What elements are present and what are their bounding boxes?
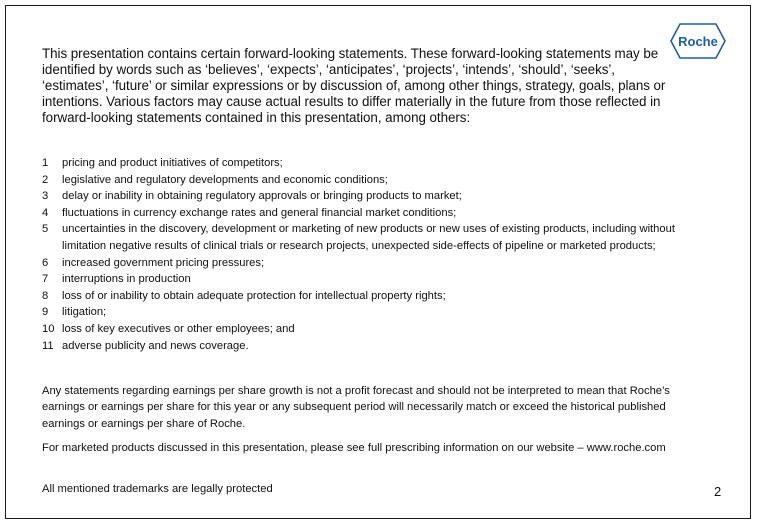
risk-item bbox=[42, 205, 692, 222]
risk-text: delay or inability in obtaining regulatory approvals or bringing products to market; bbox=[62, 190, 462, 203]
risk-item bbox=[42, 304, 692, 321]
risk-text: interruptions in production bbox=[62, 273, 191, 286]
risk-text: loss of key executives or other employees; and bbox=[62, 322, 295, 335]
trademark-notice: All mentioned trademarks are legally protected bbox=[42, 483, 273, 495]
svg-text:Roche: Roche bbox=[678, 34, 718, 49]
risk-item bbox=[42, 338, 692, 355]
risk-number: 10 bbox=[42, 322, 55, 335]
risk-text: litigation; bbox=[62, 306, 107, 319]
risk-number: 5 bbox=[42, 223, 49, 236]
risk-text: loss of or inability to obtain adequate protection for intellectual property rights; bbox=[62, 289, 446, 302]
risk-number: 2 bbox=[42, 173, 49, 186]
risk-text: increased government pricing pressures; bbox=[62, 256, 265, 269]
risk-text: uncertainties in the discovery, development or marketing of new products or new uses of existing products, including without limitation negative results of clinical trials or research projects, unexpected side-effects of pipeline or marketed products; bbox=[62, 223, 675, 252]
risk-item bbox=[42, 155, 692, 172]
risk-item bbox=[42, 255, 692, 272]
risk-number: 7 bbox=[42, 273, 49, 286]
risk-text: adverse publicity and news coverage. bbox=[62, 339, 249, 352]
risk-item bbox=[42, 288, 692, 305]
risk-factor-list bbox=[42, 155, 692, 354]
risk-number: 3 bbox=[42, 190, 49, 203]
risk-item bbox=[42, 221, 692, 254]
forward-looking-intro: This presentation contains certain forward-looking statements. These forward-looking statements may be identified by words such as ‘believes’, ‘expects’, ‘anticipates’, ‘projects’, ‘intends’, ‘should’, ‘seeks’, ‘estimates’, ‘future’ or similar expressions or by discussion of, among other things, strategy, goals, plans or intentions. Various factors may cause actual results to differ materially in the future from those reflected in forward-looking statements contained in this presentation, among others: bbox=[42, 46, 666, 126]
risk-number: 8 bbox=[42, 289, 49, 302]
risk-text: pricing and product initiatives of competitors; bbox=[62, 157, 283, 169]
risk-item bbox=[42, 271, 692, 288]
risk-number: 9 bbox=[42, 306, 49, 319]
risk-text: legislative and regulatory developments and economic conditions; bbox=[62, 173, 388, 186]
marketed-products-note: For marketed products discussed in this presentation, please see full prescribing information on our website – www.roche.com bbox=[42, 442, 666, 454]
risk-number: 1 bbox=[42, 157, 49, 169]
eps-statement: Any statements regarding earnings per share growth is not a profit forecast and should not be interpreted to mean that Roche’s earnings or earnings per share for this year or any subsequent period will necessarily match or exceed the historical published earnings or earnings per share of Roche. bbox=[42, 385, 670, 430]
page-number: 2 bbox=[714, 484, 722, 499]
risk-item bbox=[42, 188, 692, 205]
risk-text: fluctuations in currency exchange rates and general financial market conditions; bbox=[62, 206, 457, 219]
risk-number: 4 bbox=[42, 206, 49, 219]
risk-number: 6 bbox=[42, 256, 49, 269]
risk-item bbox=[42, 321, 692, 338]
risk-item bbox=[42, 172, 692, 189]
risk-number: 11 bbox=[42, 339, 54, 352]
